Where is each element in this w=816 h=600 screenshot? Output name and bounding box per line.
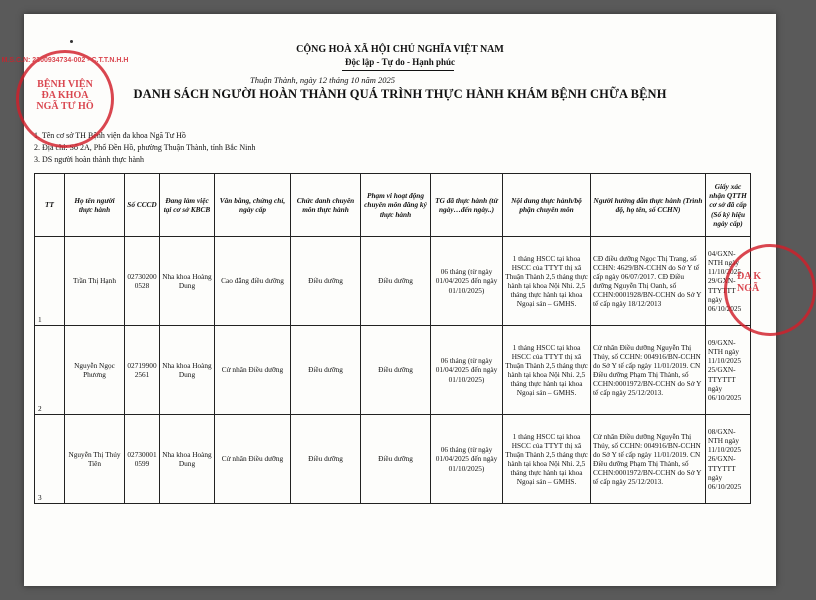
info-list: 3. DS người hoàn thành thực hành <box>34 155 144 164</box>
cell-certificate: 09/GXN-NTH ngày 11/10/2025 25/GXN-TTYTTT ngày 06/10/2025 <box>706 326 751 415</box>
hospital-seal-partial <box>724 244 816 336</box>
col-header: Nội dung thực hành/bộ phận chuyên môn <box>503 174 591 237</box>
cell-workplace: Nha khoa Hoàng Dung <box>160 326 215 415</box>
cell-workplace: Nha khoa Hoàng Dung <box>160 415 215 504</box>
col-header: Chức danh chuyên môn thực hành <box>291 174 361 237</box>
table-row <box>35 237 751 326</box>
national-title: CỘNG HOÀ XÃ HỘI CHỦ NGHĨA VIỆT NAM <box>296 44 504 55</box>
cell-scope: Điều dưỡng <box>361 326 431 415</box>
cell-content: 1 tháng HSCC tại khoa HSCC của TTYT thị xã Thuận Thành 2,5 tháng thực hành tại khoa Nội Nhi. 2,5 tháng thực hành tại khoa Ngoại sản – GMHS. <box>503 237 591 326</box>
cell-period: 06 tháng (từ ngày 01/04/2025 đến ngày 01/10/2025) <box>431 415 503 504</box>
table-row <box>35 415 751 504</box>
cell-name: Nguyễn Ngọc Phương <box>65 326 125 415</box>
cell-certificate: 08/GXN-NTH ngày 11/10/2025 26/GXN-TTYTTT ngày 06/10/2025 <box>706 415 751 504</box>
col-header: Giấy xác nhận QTTH cơ sở đã cấp (Số ký hiệu ngày cấp) <box>706 174 751 237</box>
document-page <box>1 14 776 586</box>
seal-line: NGÃ TƯ HỒ <box>36 101 94 113</box>
seal-line: ĐA K <box>737 271 762 282</box>
cell-content: 1 tháng HSCC tại khoa HSCC của TTYT thị xã Thuận Thành 2,5 tháng thực hành tại khoa Nội Nhi. 2,5 tháng thực hành tại khoa Ngoại sản – GMHS. <box>503 415 591 504</box>
motto-underline <box>342 70 454 71</box>
col-header: Phạm vi hoạt động chuyên môn đăng ký thực hành <box>361 174 431 237</box>
cell-content: 1 tháng HSCC tại khoa HSCC của TTYT thị xã Thuận Thành 2,5 tháng thực hành tại khoa Nội Nhi. 2,5 tháng thực hành tại khoa Ngoại sản – GMHS. <box>503 326 591 415</box>
cell-supervisor: CĐ điều dưỡng Ngọc Thị Trang, số CCHN: 4629/BN-CCHN do Sở Y tế cấp ngày 06/07/2017. CĐ Điều dưỡng Nguyễn Thị Oanh, số CCHN:0001928/BN-CCHN do Sở Y tế cấp ngày 18/12/2013 <box>591 237 706 326</box>
cell-cccd: 027302000528 <box>125 237 160 326</box>
seal-side-name <box>737 271 761 294</box>
col-header: Đang làm việc tại cơ sở KBCB <box>160 174 215 237</box>
col-header: TT <box>35 174 65 237</box>
cell-name: Nguyễn Thị Thúy Tiên <box>65 415 125 504</box>
practitioner-table <box>34 173 751 504</box>
cell-degree: Cử nhân Điều dưỡng <box>215 326 291 415</box>
cell-tt: 3 <box>35 415 65 504</box>
seal-line: BỆNH VIỆN <box>37 79 93 90</box>
seal-ring-text: M.S.C.N: 2300934734-002 - C.T.T.N.H.H <box>1 57 129 64</box>
cell-period: 06 tháng (từ ngày 01/04/2025 đến ngày 01/10/2025) <box>431 237 503 326</box>
col-header: TG đã thực hành (từ ngày…đến ngày..) <box>431 174 503 237</box>
col-header: Người hướng dẫn thực hành (Trình độ, họ tên, số CCHN) <box>591 174 706 237</box>
col-header: Họ tên người thực hành <box>65 174 125 237</box>
col-header: Văn bằng, chứng chỉ, ngày cấp <box>215 174 291 237</box>
cell-title: Điều dưỡng <box>291 237 361 326</box>
seal-line: ĐA KHOA <box>41 90 89 102</box>
date-place: Thuận Thành, ngày 12 tháng 10 năm 2025 <box>250 75 395 85</box>
speck <box>70 40 73 43</box>
cell-cccd: 027300010599 <box>125 415 160 504</box>
cell-scope: Điều dưỡng <box>361 237 431 326</box>
cell-cccd: 027199002561 <box>125 326 160 415</box>
seal-name <box>32 79 98 113</box>
cell-tt: 2 <box>35 326 65 415</box>
table-header-row <box>35 174 751 237</box>
cell-certificate: 04/GXN-NTH ngày 11/10/2025 29/GXN-TTYTTT ngày 06/10/2025 <box>706 237 751 326</box>
info-facility: 1. Tên cơ sở TH Bệnh viện đa khoa Ngã Tư Hồ <box>34 131 186 140</box>
cell-supervisor: Cử nhân Điều dưỡng Nguyễn Thị Thúy, số CCHN: 004916/BN-CCHN do Sở Y tế cấp ngày 11/01/2019. CN Điều dưỡng Phạm Thị Thành, số CCHN:0001972/BN-CCHN do Sở Y tế cấp ngày 25/12/2013. <box>591 326 706 415</box>
cell-period: 06 tháng (từ ngày 01/04/2025 đến ngày 01/10/2025) <box>431 326 503 415</box>
cell-scope: Điều dưỡng <box>361 415 431 504</box>
table-row <box>35 326 751 415</box>
cell-title: Điều dưỡng <box>291 415 361 504</box>
cell-title: Điều dưỡng <box>291 326 361 415</box>
cell-workplace: Nha khoa Hoàng Dung <box>160 237 215 326</box>
info-address: 2. Địa chỉ: Số 2A, Phố Đền Hồ, phường Thuận Thành, tỉnh Bắc Ninh <box>34 143 256 152</box>
col-header: Số CCCD <box>125 174 160 237</box>
cell-degree: Cử nhân Điều dưỡng <box>215 415 291 504</box>
cell-degree: Cao đẳng điều dưỡng <box>215 237 291 326</box>
motto: Độc lập - Tự do - Hạnh phúc <box>344 57 455 67</box>
hospital-seal <box>1 50 129 148</box>
cell-name: Trần Thị Hạnh <box>65 237 125 326</box>
seal-line: NGÃ <box>737 282 760 294</box>
cell-supervisor: Cử nhân Điều dưỡng Nguyễn Thị Thúy, số CCHN: 004916/BN-CCHN do Sở Y tế cấp ngày 11/01/2019. CN Điều dưỡng Phạm Thị Thành, số CCHN:0001972/BN-CCHN do Sở Y tế cấp ngày 25/12/2013. <box>591 415 706 504</box>
document-title: DANH SÁCH NGƯỜI HOÀN THÀNH QUÁ TRÌNH THỰC HÀNH KHÁM BỆNH CHỮA BỆNH <box>133 87 667 101</box>
cell-tt: 1 <box>35 237 65 326</box>
